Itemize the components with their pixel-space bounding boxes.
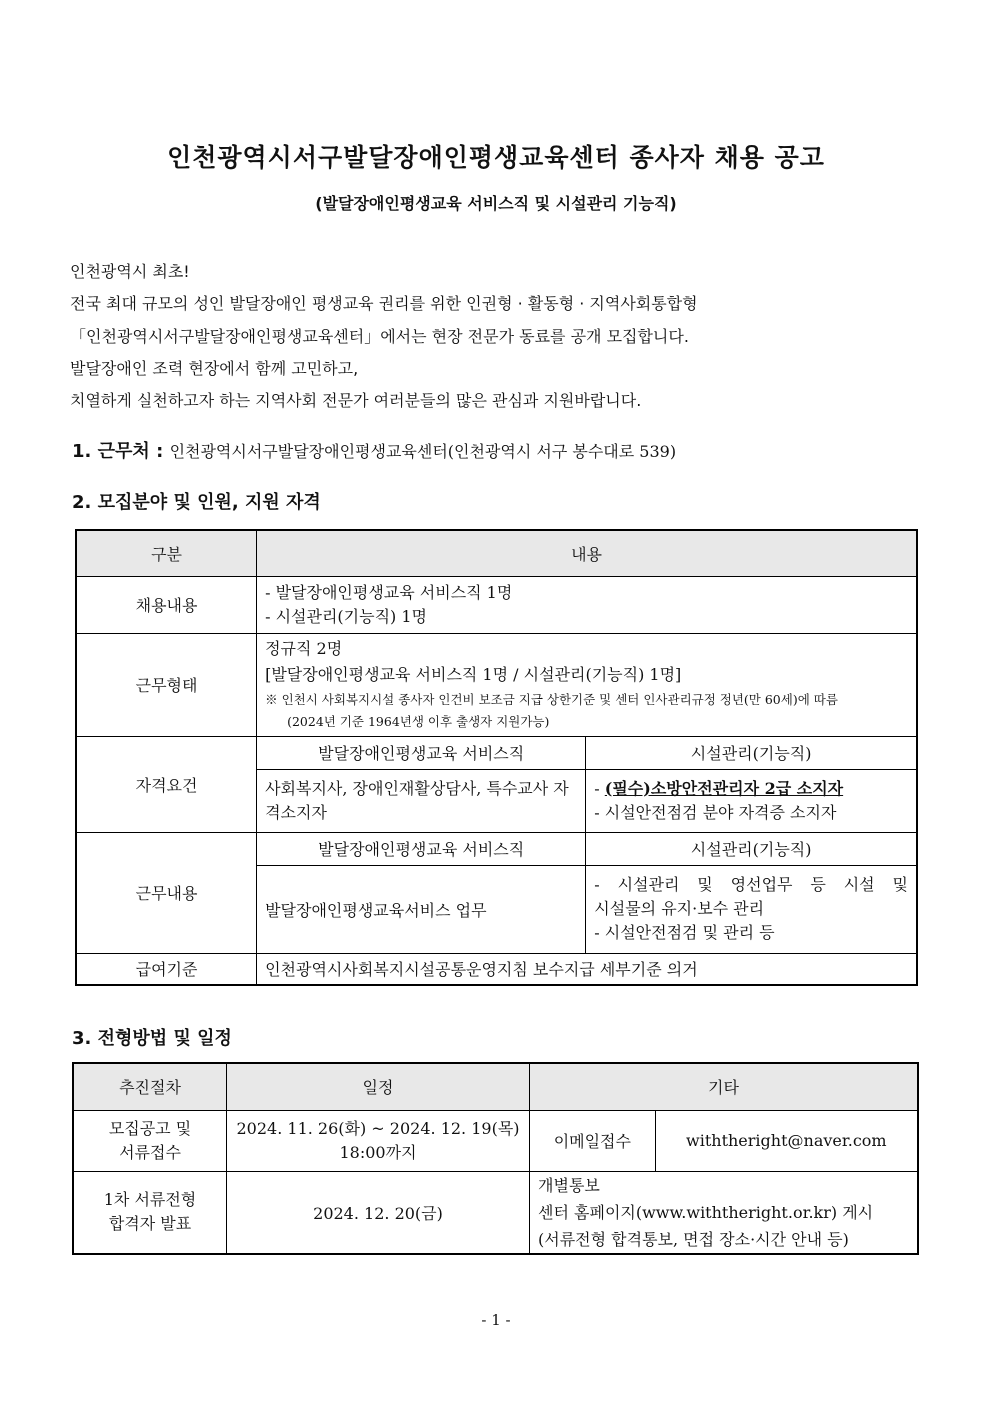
qual-required-license: (필수)소방안전관리자 2급 소지자 (604, 778, 844, 798)
etc-document-result (530, 1171, 918, 1254)
col-header-content: 내용 (257, 530, 917, 576)
step-application (73, 1110, 227, 1171)
page-number: - 1 - (481, 1311, 511, 1329)
etc-line: (서류전형 합격통보, 면접 장소·시간 안내 등) (538, 1229, 849, 1249)
duty-facility-line: - 시설관리 및 영선업무 등 시설 및 (594, 875, 908, 894)
intro-line: 발달장애인 조력 현장에서 함께 고민하고, (70, 358, 359, 378)
etc-line: 개별통보 (538, 1175, 600, 1195)
step-line: 1차 서류전형 (103, 1190, 197, 1210)
type-note: (2024년 기준 1964년생 이후 출생자 지원가능) (287, 713, 550, 729)
page-subtitle: (발달장애인평생교육 서비스직 및 시설관리 기능직) (315, 194, 677, 213)
row-label-duty: 근무내용 (76, 832, 257, 953)
step-line: 합격자 발표 (108, 1214, 192, 1234)
row-label-pay: 급여기준 (76, 953, 257, 985)
qual-facility-line: - 시설안전점검 분야 자격증 소지자 (594, 802, 837, 822)
section-schedule-heading: 3. 전형방법 및 일정 (72, 1028, 232, 1049)
section-workplace (72, 437, 676, 463)
intro-line: 「인천광역시서구발달장애인평생교육센터」에서는 현장 전문가 동료를 공개 모집합니다. (70, 326, 689, 346)
page-title: 인천광역시서구발달장애인평생교육센터 종사자 채용 공고 (167, 143, 825, 172)
col-header-category: 구분 (76, 530, 257, 576)
etc-email-label: 이메일접수 (530, 1110, 656, 1171)
hire-line: - 시설관리(기능직) 1명 (265, 606, 427, 626)
qual-sub-service: 발달장애인평생교육 서비스직 (257, 736, 586, 769)
date-line: 2024. 11. 26(화) ~ 2024. 12. 19(목) (236, 1118, 520, 1138)
hire-content (257, 576, 917, 633)
qual-facility-prefix: - (594, 778, 605, 798)
col-header-etc: 기타 (530, 1063, 918, 1110)
recruit-table (75, 529, 918, 986)
qual-facility-text (586, 769, 917, 832)
hire-line: - 발달장애인평생교육 서비스직 1명 (265, 582, 513, 602)
type-content (257, 633, 917, 736)
schedule-table (72, 1062, 919, 1255)
qual-sub-facility: 시설관리(기능직) (586, 736, 917, 769)
col-header-date: 일정 (227, 1063, 530, 1110)
type-note: ※ 인천시 사회복지시설 종사자 인건비 보조금 지급 상한기준 및 센터 인사관리규정 정년(만 60세)에 따름 (265, 691, 838, 707)
row-label-qual: 자격요건 (76, 736, 257, 832)
type-line: 정규직 2명 (265, 638, 343, 658)
type-line: [발달장애인평생교육 서비스직 1명 / 시설관리(기능직) 1명] (265, 664, 682, 684)
step-line: 모집공고 및 (108, 1118, 192, 1138)
section-label: 근무처 : (97, 441, 164, 462)
step-line: 서류접수 (119, 1142, 181, 1162)
intro-line: 인천광역시 최초! (70, 262, 190, 281)
duty-sub-service: 발달장애인평생교육 서비스직 (257, 832, 586, 865)
date-document-result: 2024. 12. 20(금) (227, 1171, 530, 1254)
etc-line: 센터 홈페이지(www.withtheright.or.kr) 게시 (538, 1202, 874, 1222)
row-label-hire: 채용내용 (76, 576, 257, 633)
etc-email-value: withtheright@naver.com (655, 1110, 918, 1171)
col-header-step: 추진절차 (73, 1063, 227, 1110)
duty-facility-line: - 시설안전점검 및 관리 등 (594, 923, 775, 942)
intro-paragraph (70, 256, 698, 417)
section-number: 1. (72, 441, 98, 462)
intro-line: 전국 최대 규모의 성인 발달장애인 평생교육 권리를 위한 인권형 · 활동형 · 지역사회통합형 (70, 294, 698, 314)
qual-service-text: 사회복지사, 장애인재활상담사, 특수교사 자격소지자 (257, 769, 586, 832)
section-recruit-heading: 2. 모집분야 및 인원, 지원 자격 (72, 492, 321, 513)
step-document-result (73, 1171, 227, 1254)
workplace-value: 인천광역시서구발달장애인평생교육센터(인천광역시 서구 봉수대로 539) (169, 442, 677, 461)
duty-facility-text (586, 865, 917, 953)
duty-service-text: 발달장애인평생교육서비스 업무 (257, 865, 586, 953)
duty-facility-line: 시설물의 유지·보수 관리 (594, 899, 765, 918)
pay-text: 인천광역시사회복지시설공통운영지침 보수지급 세부기준 의거 (257, 953, 917, 985)
duty-sub-facility: 시설관리(기능직) (586, 832, 917, 865)
row-label-type: 근무형태 (76, 633, 257, 736)
intro-line: 치열하게 실천하고자 하는 지역사회 전문가 여러분들의 많은 관심과 지원바랍니다. (70, 391, 642, 411)
date-line: 18:00까지 (339, 1142, 417, 1162)
date-application (227, 1110, 530, 1171)
